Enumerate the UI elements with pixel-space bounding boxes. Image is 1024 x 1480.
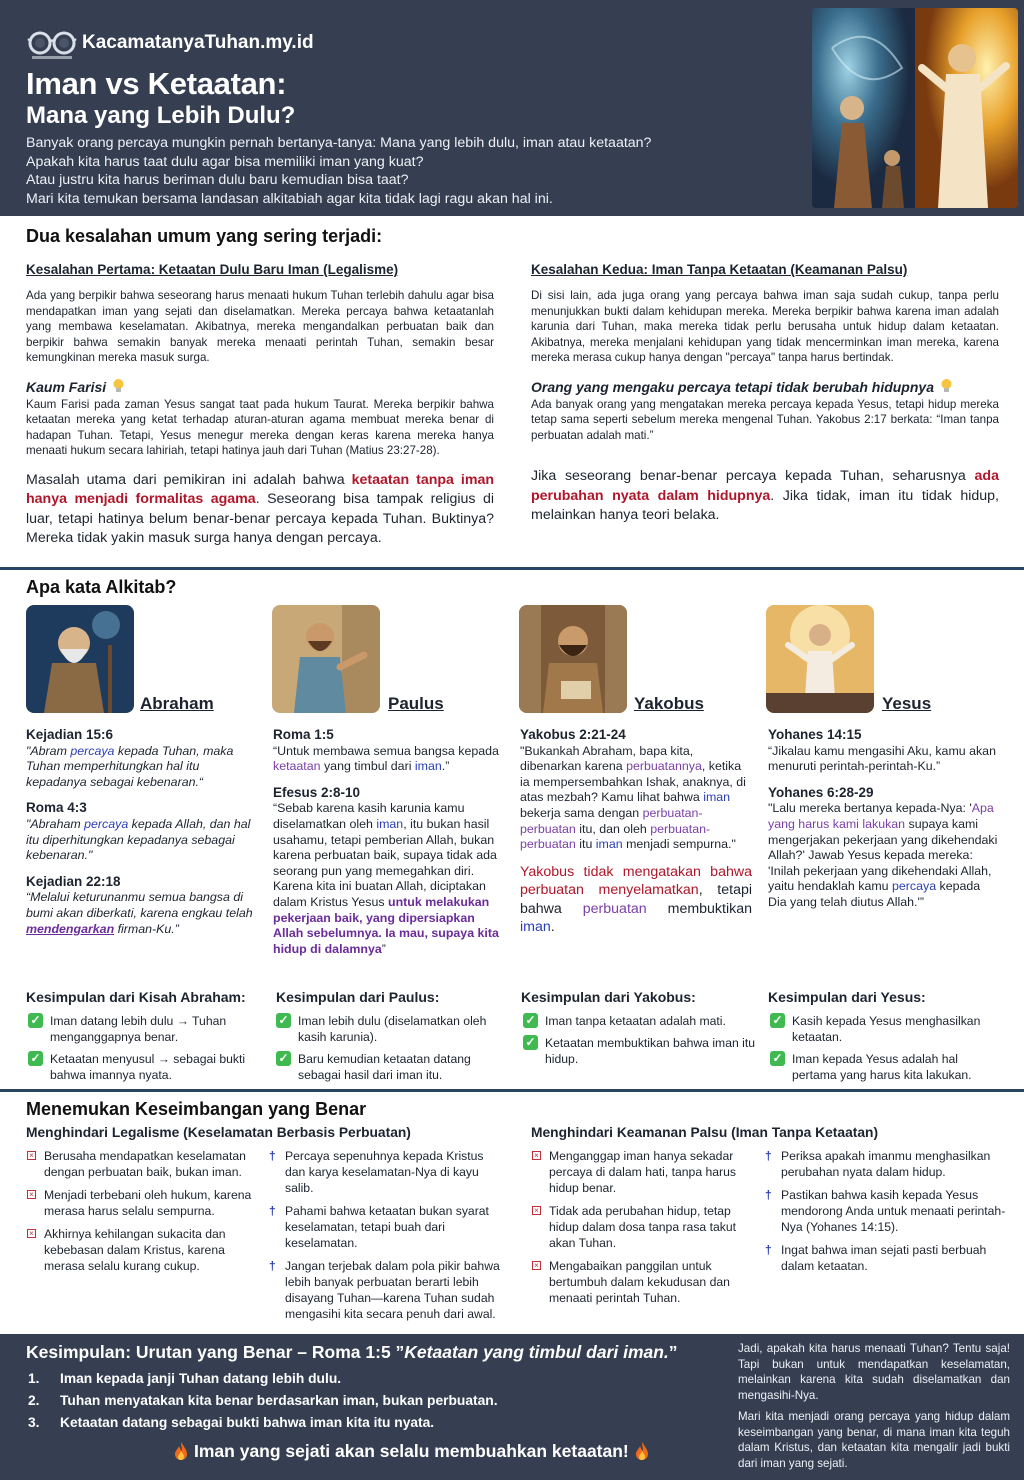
step-item xyxy=(28,1390,498,1412)
list-item-text: Berusaha mendapatkan keselamatan dengan perbuatan baik, bukan iman. xyxy=(44,1149,246,1179)
example-believer-label: Orang yang mengaku percaya tetapi tidak berubah hidupnya xyxy=(531,378,934,395)
verse-keyword: mendengarkan xyxy=(26,921,115,936)
balance-right-heading: Menghindari Keamanan Palsu (Iman Tanpa Ketaatan) xyxy=(531,1125,879,1140)
list-item xyxy=(768,1051,996,1083)
check-icon: ✓ xyxy=(28,1013,43,1028)
yakobus-conclusion-title: Kesimpulan dari Yakobus: xyxy=(521,989,696,1005)
site-name[interactable]: KacamatanyaTuhan.my.id xyxy=(82,32,314,53)
list-item-text: Tidak ada perubahan hidup, tetap hidup dalam dosa tanpa rasa takut akan Tuhan. xyxy=(549,1204,737,1250)
note-keyword: perbuatan xyxy=(582,900,647,917)
note-text: . Seseorang bisa tampak religius di luar, tetapi hatinya belum benar-benar percaya kepada Tuhan. Buktinya? Mereka tidak yakin masuk surga hanya dengan percaya. xyxy=(26,491,494,546)
mistake-first-heading: Kesalahan Pertama: Ketaatan Dulu Baru Iman (Legalisme) xyxy=(26,262,399,277)
figure-name-yakobus: Yakobus xyxy=(634,694,704,713)
list-item-text: Kasih kepada Yesus menghasilkan ketaatan. xyxy=(792,1014,981,1044)
note-highlight: ketaatan tanpa iman hanya menjadi formalitas agama xyxy=(26,471,495,507)
step-item xyxy=(28,1412,498,1434)
verse-quote xyxy=(273,744,505,775)
list-item xyxy=(267,1258,507,1322)
step-text: Tuhan menyatakan kita benar berdasarkan iman, bukan perbuatan. xyxy=(60,1393,498,1408)
mistake-first-column xyxy=(26,262,494,549)
list-item xyxy=(26,1226,258,1274)
section-title-bible: Apa kata Alkitab? xyxy=(26,577,177,597)
list-item-text: Pahami bahwa ketaatan bukan syarat keselamatan, tetapi buah dari keselamatan. xyxy=(285,1204,489,1250)
section-title-balance: Menemukan Keseimbangan yang Benar xyxy=(26,1099,367,1119)
hero-illustration xyxy=(812,8,1018,208)
abraham-portrait xyxy=(26,605,134,713)
list-item-text: Baru kemudian ketaatan datang sebagai hasil dari iman itu. xyxy=(298,1052,471,1082)
x-icon: × xyxy=(532,1206,541,1215)
list-item-text: Iman kepada Yesus adalah hal pertama yang harus kita lakukan. xyxy=(792,1052,972,1082)
list-item xyxy=(274,1051,510,1083)
check-icon: ✓ xyxy=(523,1035,538,1050)
footer-closing-text xyxy=(738,1341,1010,1477)
verse-text: itu xyxy=(575,837,596,852)
verse-text: "Abram xyxy=(26,743,71,758)
note-text: . xyxy=(550,919,555,936)
list-item-text: Jangan terjebak dalam pola pikir bahwa lebih banyak perbuatan berarti lebih disayang Tuhan—karena Tuhan sudah mengasihi kita secara penuh dari awal. xyxy=(285,1259,500,1321)
check-icon: ✓ xyxy=(276,1051,291,1066)
mistake-second-heading: Kesalahan Kedua: Iman Tanpa Ketaatan (Keamanan Palsu) xyxy=(531,262,908,277)
list-item xyxy=(521,1013,757,1029)
verse-text: .” xyxy=(441,759,450,774)
step-number: 1. xyxy=(28,1371,40,1386)
footer-title-quote: Ketaatan yang timbul dari iman. xyxy=(404,1342,669,1362)
mistake-second-body: Di sisi lain, ada juga orang yang percaya bahwa iman saja sudah cukup, tanpa perlu menunjukkan bukti dalam kehidupan mereka. Mereka berpikir bahwa karena iman adalah karunia dari Tuhan, maka mereka tidak perlu berusaha untuk hidup dalam ketaatan. Akibatnya, mereka menjalani kehidupan yang tidak mencerminkan iman mereka, karena mereka merasa cukup hanya dengan "percaya" tanpa harus bertindak. xyxy=(531,289,999,364)
x-icon: × xyxy=(532,1151,541,1160)
list-item xyxy=(267,1203,507,1251)
list-item-text: Percaya sepenuhnya kepada Kristus dan karya keselamatan-Nya di kayu salib. xyxy=(285,1149,484,1195)
mistake-first-note xyxy=(26,471,494,549)
closing-paragraph: Mari kita menjadi orang percaya yang hidup dalam keseimbangan yang benar, di mana iman kita teguh dalam Kristus, dan ketaatan kita mengalir jadi bukti dari iman yang sejati. xyxy=(738,1410,1010,1470)
note-keyword: iman xyxy=(520,919,551,936)
list-item-text: Menganggap iman hanya sekadar percaya di dalam hati, tanpa harus hidup benar. xyxy=(549,1149,736,1195)
header xyxy=(0,0,1024,216)
list-item-text: Ketaatan menyusul → sebagai bukti bahwa imannya nyata. xyxy=(50,1052,246,1082)
false-security-dont-list xyxy=(531,1148,755,1313)
check-icon: ✓ xyxy=(770,1051,785,1066)
note-text: . Jika tidak, iman itu tidak hidup, melainkan hanya teori belaka. xyxy=(531,487,999,523)
list-item-text: Mengabaikan panggilan untuk bertumbuh dalam kekudusan dan menaati perintah Tuhan. xyxy=(549,1259,730,1305)
footer-steps xyxy=(28,1368,498,1434)
list-item xyxy=(274,1013,510,1045)
verse-text: "Abraham xyxy=(26,816,85,831)
verse-text: kepada Dia yang telah diutus Allah.'” xyxy=(768,879,981,909)
verse-ref: Roma 4:3 xyxy=(26,800,87,816)
list-item xyxy=(267,1148,507,1196)
list-item-text: Iman lebih dulu (diselamatkan oleh kasih karunia). xyxy=(298,1014,487,1044)
lightbulb-icon xyxy=(112,378,125,394)
verse-text: firman-Ku.” xyxy=(114,921,179,936)
yesus-portrait xyxy=(766,605,874,713)
verse-keyword: iman xyxy=(376,816,404,831)
note-highlight: Yakobus tidak mengatakan bahwa perbuatan menyelamatkan xyxy=(520,863,752,899)
yakobus-note xyxy=(520,863,752,937)
intro-line: Apakah kita harus taat dulu agar bisa memiliki iman yang kuat? xyxy=(26,153,424,170)
step-text: Iman kepada janji Tuhan datang lebih dulu. xyxy=(60,1371,342,1386)
list-item-text: Iman datang lebih dulu → Tuhan menganggapnya benar. xyxy=(50,1014,227,1044)
abraham-verses xyxy=(26,727,258,947)
verse-text: supaya kami mengerjakan pekerjaan yang dikehendaki Allah?' Jawab Yesus kepada mereka: 'Inilah pekerjaan yang dikehendaki Allah, yaitu hendaklah kamu xyxy=(768,816,998,894)
mistake-first-body: Ada yang berpikir bahwa seseorang harus menaati hukum Tuhan terlebih dahulu agar bisa mendapatkan iman yang sejati dan diselamatkan. Mereka percaya bahwa ketaatanlah yang membawa keselamatan. Akibatnya, mereka mengandalkan perbuatan baik dan berpikir bahwa semakin banyak mereka menaati perintah Tuhan, semakin besar kemungkinan mereka masuk surga. xyxy=(26,289,494,364)
step-item xyxy=(28,1368,498,1390)
verse-text: menjadi sempurna." xyxy=(622,837,736,852)
legalism-dont-list xyxy=(26,1148,258,1281)
list-item-text: Ketaatan membuktikan bahwa iman itu hidup. xyxy=(545,1036,756,1066)
verse-ref: Kejadian 15:6 xyxy=(26,727,114,742)
list-item xyxy=(26,1148,258,1180)
footer-title-text: ” xyxy=(668,1342,678,1362)
cross-icon: † xyxy=(765,1188,772,1202)
divider xyxy=(0,1089,1024,1092)
fire-icon xyxy=(635,1442,649,1460)
mistake-second-column xyxy=(531,262,999,526)
list-item xyxy=(531,1203,755,1251)
x-icon: × xyxy=(532,1261,541,1270)
verse-keyword: iman xyxy=(414,759,442,774)
check-icon: ✓ xyxy=(770,1013,785,1028)
verse-keyword: percaya xyxy=(892,879,937,894)
list-item xyxy=(768,1013,996,1045)
verse-quote xyxy=(768,801,1000,910)
list-item xyxy=(763,1187,1013,1235)
verse-keyword: untuk melakukan pekerjaan baik, yang dipersiapkan Allah sebelumnya. Ia mau, supaya kita hidup di dalamnya xyxy=(273,894,499,956)
example-farisi-label: Kaum Farisi xyxy=(26,378,107,395)
yesus-conclusion-list xyxy=(768,1013,996,1089)
fire-icon xyxy=(174,1442,188,1460)
verse-quote: “Jikalau kamu mengasihi Aku, kamu akan menuruti perintah-perintah-Ku.” xyxy=(768,743,996,774)
footer-title xyxy=(26,1342,678,1363)
x-icon: × xyxy=(27,1151,36,1160)
legalism-do-list xyxy=(267,1148,507,1329)
closing-paragraph: Jadi, apakah kita harus menaati Tuhan? Tentu saja! Tapi bukan untuk mendapatkan keselamatan, melainkan karena kita sudah diselamatkan dan mengasihi-Nya. xyxy=(738,1342,1010,1402)
note-highlight: ada perubahan nyata dalam hidupnya xyxy=(531,468,999,504)
verse-text: "Bukankah Abraham, bapa kita, dibenarkan karena xyxy=(520,743,694,774)
verse-keyword: iman xyxy=(703,790,731,805)
abraham-conclusion-title: Kesimpulan dari Kisah Abraham: xyxy=(26,989,246,1005)
example-believer-body: Ada banyak orang yang mengatakan mereka percaya kepada Yesus, tetapi hidup mereka tetap sama seperti sebelum mereka mengenal Tuhan. Yakobus 2:17 berkata: “Iman tanpa perbuatan adalah mati.” xyxy=(531,397,999,442)
verse-ref: Kejadian 22:18 xyxy=(26,873,121,889)
verse-keyword: ketaatan xyxy=(273,759,321,774)
cross-icon: † xyxy=(765,1149,772,1163)
verse-text: , ketika ia mempersembahkan Ishak, anaknya, di atas mezbah? Kamu lihat bahwa xyxy=(520,759,746,805)
cross-icon: † xyxy=(269,1149,276,1163)
note-text: , tetapi bahwa xyxy=(520,882,752,917)
list-item xyxy=(26,1051,262,1083)
verse-ref: Yohanes 14:15 xyxy=(768,727,862,742)
page-subtitle: Mana yang Lebih Dulu? xyxy=(26,102,296,129)
verse-quote xyxy=(26,817,258,864)
verse-text: "Lalu mereka bertanya kepada-Nya: ' xyxy=(768,801,972,816)
section-title-mistakes: Dua kesalahan umum yang sering terjadi: xyxy=(26,226,383,246)
verse-keyword: perbuatan-perbuatan xyxy=(520,805,703,836)
list-item xyxy=(531,1258,755,1306)
verse-quote xyxy=(26,744,258,791)
divider xyxy=(0,567,1024,570)
list-item-text: Akhirnya kehilangan sukacita dan kebebasan dalam Kristus, karena merasa selalu kurang cukup. xyxy=(44,1227,226,1273)
verse-keyword: perbuatan-perbuatan xyxy=(520,821,711,852)
paulus-portrait xyxy=(272,605,380,713)
figure-name-abraham: Abraham xyxy=(140,694,214,713)
verse-ref: Yakobus 2:21-24 xyxy=(520,727,626,742)
cross-icon: † xyxy=(765,1243,772,1257)
list-item-text: Pastikan bahwa kasih kepada Yesus mendorong Anda untuk menaati perintah-Nya (Yohanes 14:15). xyxy=(781,1188,1006,1234)
verse-keyword: iman xyxy=(595,837,623,852)
abraham-conclusion-list xyxy=(26,1013,262,1089)
balance-left-heading: Menghindari Legalisme (Keselamatan Berbasis Perbuatan) xyxy=(26,1125,411,1140)
verse-ref: Efesus 2:8-10 xyxy=(273,784,361,800)
list-item-text: Iman tanpa ketaatan adalah mati. xyxy=(545,1014,726,1028)
verse-text: kepada Allah, dan hal itu diperhitungkan kepadanya sebagai kebenaran." xyxy=(26,816,251,863)
list-item-text: Periksa apakah imanmu menghasilkan perubahan nyata dalam hidup. xyxy=(781,1149,991,1179)
verse-keyword: percaya xyxy=(70,743,115,758)
slogan-text: Iman yang sejati akan selalu membuahkan ketaatan! xyxy=(194,1441,629,1461)
mistake-second-note xyxy=(531,467,999,526)
list-item xyxy=(763,1148,1013,1180)
list-item xyxy=(521,1035,757,1067)
x-icon: × xyxy=(27,1190,36,1199)
footer-slogan xyxy=(168,1441,655,1462)
list-item xyxy=(531,1148,755,1196)
verse-quote xyxy=(520,744,752,853)
example-farisi-body: Kaum Farisi pada zaman Yesus sangat taat pada hukum Taurat. Mereka berpikir bahwa ketaatan mereka yang ketat terhadap aturan-aturan agama membuat mereka benar di hadapan Tuhan. Tetapi, Yesus menegur mereka dengan keras karena mereka hanya menaati hukum secara lahiriah, tetapi hatinya jauh dari Tuhan (Matius 23:27-28). xyxy=(26,397,494,457)
verse-text: bekerja sama dengan xyxy=(520,805,643,820)
footer-conclusion xyxy=(0,1334,1024,1480)
figure-name-yesus: Yesus xyxy=(882,694,932,713)
footer-title-text: Kesimpulan: Urutan yang Benar – Roma 1:5 ” xyxy=(26,1342,405,1362)
verse-text: “Untuk membawa semua bangsa kepada xyxy=(273,743,499,758)
false-security-do-list xyxy=(763,1148,1013,1281)
cross-icon: † xyxy=(269,1204,276,1218)
list-item xyxy=(26,1187,258,1219)
verse-ref: Yohanes 6:28-29 xyxy=(768,784,874,800)
list-item xyxy=(26,1013,262,1045)
paulus-verses xyxy=(273,727,505,967)
verse-keyword: Apa yang harus kami lakukan xyxy=(768,801,994,831)
page-title: Iman vs Ketaatan: xyxy=(26,66,287,101)
verse-quote xyxy=(273,801,505,957)
verse-keyword: percaya xyxy=(84,816,129,831)
verse-keyword: perbuatannya xyxy=(626,759,702,774)
check-icon: ✓ xyxy=(28,1051,43,1066)
yakobus-conclusion-list xyxy=(521,1013,757,1073)
note-text: Masalah utama dari pemikiran ini adalah bahwa xyxy=(26,471,352,488)
verse-text: “Melalui keturunanmu semua bangsa di bumi akan diberkati, karena engkau telah xyxy=(26,890,253,920)
list-item-text: Menjadi terbebani oleh hukum, karena merasa harus selalu sempurna. xyxy=(44,1188,252,1218)
example-believer-title xyxy=(531,378,999,395)
cross-icon: † xyxy=(269,1259,276,1273)
yakobus-verses xyxy=(520,727,752,937)
verse-text: yang timbul dari xyxy=(320,759,415,774)
glasses-logo-icon xyxy=(26,28,78,62)
intro-line: Mari kita temukan bersama landasan alkitabiah agar kita tidak lagi ragu akan hal ini. xyxy=(26,190,553,207)
verse-quote xyxy=(26,890,258,937)
intro-line: Atau justru kita harus beriman dulu baru kemudian bisa taat? xyxy=(26,172,409,188)
yesus-verses xyxy=(768,727,1000,921)
list-item-text: Ingat bahwa iman sejati pasti berbuah dalam ketaatan. xyxy=(781,1243,987,1273)
list-item xyxy=(763,1242,1013,1274)
step-number: 3. xyxy=(28,1415,40,1430)
intro-line: Banyak orang percaya mungkin pernah bertanya-tanya: Mana yang lebih dulu, iman atau ketaatan? xyxy=(26,135,652,151)
verse-ref: Roma 1:5 xyxy=(273,727,334,742)
intro-text xyxy=(26,134,806,208)
verse-text: itu, dan oleh xyxy=(575,821,651,836)
step-number: 2. xyxy=(28,1393,40,1408)
x-icon: × xyxy=(27,1229,36,1238)
verse-text: “Sebab karena kasih karunia kamu diselamatkan oleh xyxy=(273,801,465,831)
lightbulb-icon xyxy=(940,378,953,394)
step-text: Ketaatan datang sebagai bukti bahwa iman kita itu nyata. xyxy=(60,1415,435,1430)
check-icon: ✓ xyxy=(276,1013,291,1028)
verse-text: , itu bukan hasil usahamu, tetapi pemberian Allah, bukan karena perbuatan baik, supaya tidak ada seorang pun yang memegahkan diri. Karena kita ini buatan Allah, diciptakan dalam Kristus Yesus xyxy=(273,816,497,909)
paulus-conclusion-title: Kesimpulan dari Paulus: xyxy=(276,989,440,1005)
example-farisi-title xyxy=(26,378,494,395)
yesus-conclusion-title: Kesimpulan dari Yesus: xyxy=(768,989,926,1005)
yakobus-portrait xyxy=(519,605,627,713)
check-icon: ✓ xyxy=(523,1013,538,1028)
note-text: Jika seseorang benar-benar percaya kepada Tuhan, seharusnya xyxy=(531,468,975,484)
note-text: membuktikan xyxy=(646,900,752,917)
verse-text: kepada Tuhan, maka Tuhan memperhitungkan hal itu kepadanya sebagai kebenaran.“ xyxy=(26,743,234,789)
verse-text: ” xyxy=(381,941,386,956)
paulus-conclusion-list xyxy=(274,1013,510,1089)
figure-name-paulus: Paulus xyxy=(388,694,444,713)
